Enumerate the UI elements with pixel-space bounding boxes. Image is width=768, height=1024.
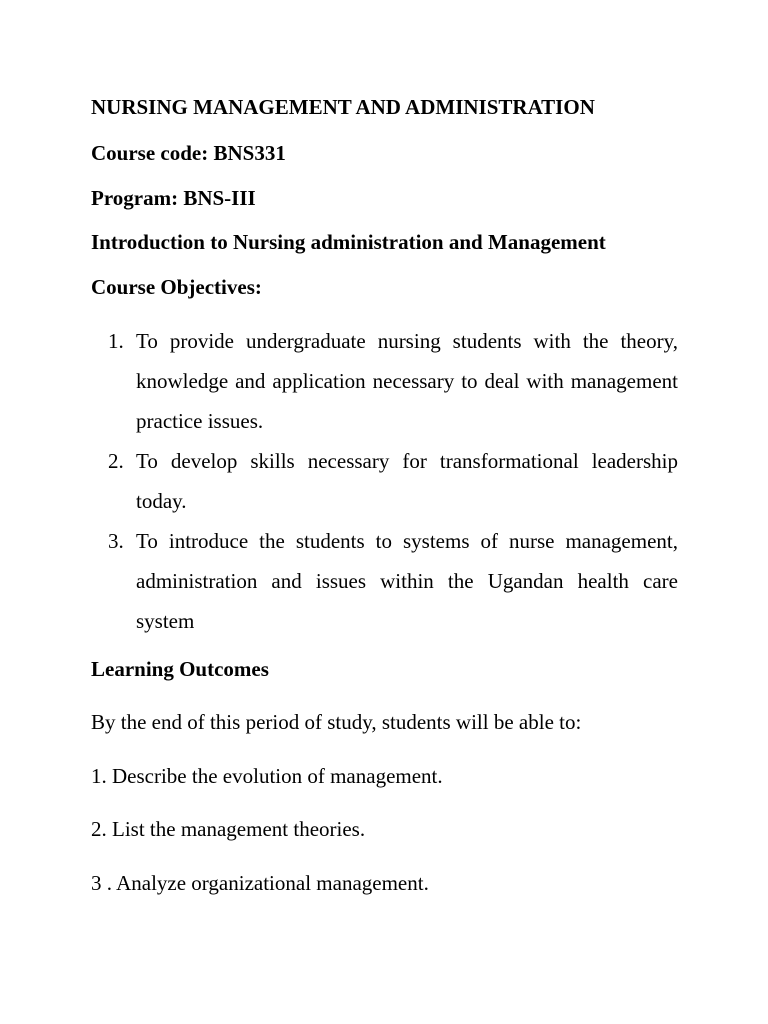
objective-text: To provide undergraduate nursing students with the theory, knowledge and application necessary to deal with management practice issues.: [136, 329, 678, 433]
objective-text: To develop skills necessary for transformational leadership today.: [136, 449, 678, 513]
program: Program: BNS-III: [91, 186, 256, 210]
learning-outcome-item: 1. Describe the evolution of management.: [91, 764, 443, 788]
course-objectives-heading: Course Objectives:: [91, 275, 262, 299]
objective-item: [108, 441, 678, 521]
objective-number: 2.: [108, 449, 124, 473]
learning-outcome-item: 3 . Analyze organizational management.: [91, 871, 429, 895]
learning-outcomes-intro: By the end of this period of study, students will be able to:: [91, 710, 582, 734]
introduction-heading: Introduction to Nursing administration and Management: [91, 230, 606, 254]
objective-text: To introduce the students to systems of nurse management, administration and issues within the Ugandan health care system: [136, 529, 678, 633]
learning-outcomes-heading: Learning Outcomes: [91, 657, 269, 681]
objective-number: 3.: [108, 529, 124, 553]
document-title: NURSING MANAGEMENT AND ADMINISTRATION: [91, 95, 595, 119]
objective-item: [108, 521, 678, 641]
objective-item: [108, 321, 678, 441]
objective-number: 1.: [108, 329, 124, 353]
course-code: Course code: BNS331: [91, 141, 286, 165]
learning-outcome-item: 2. List the management theories.: [91, 817, 366, 841]
objectives-list: [108, 321, 678, 641]
